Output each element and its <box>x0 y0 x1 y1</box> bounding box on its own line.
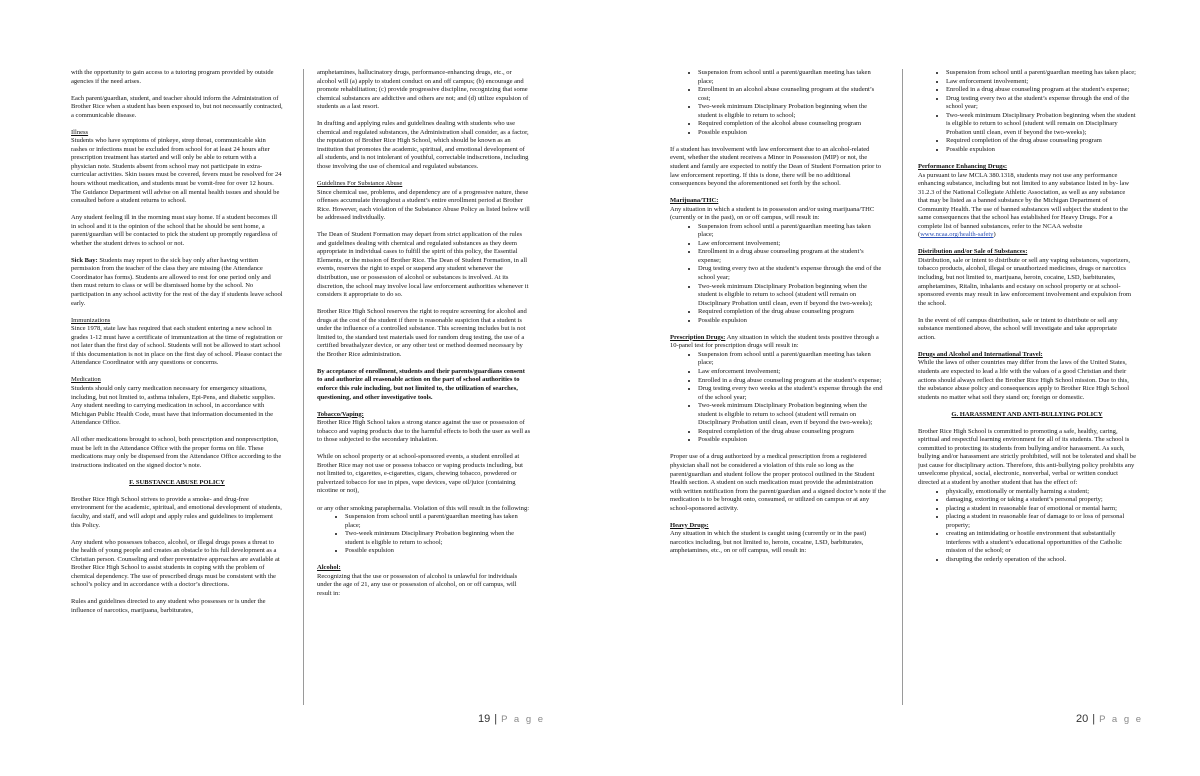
tobacco-consequences-list <box>317 513 531 556</box>
harassment-text: Brother Rice High School is committed to promoting a safe, healthy, caring, spiritual and respectful learning environment for all of its students. The school is committed to protecting its students from bullying and/or harassment. As such, bullying and/or harassment are strictly prohibited, will not be tolerated and shall be just cause for disciplinary action. Therefore, this anti-bullying policy prohibits any unwelcome physical, social, electronic, nonverbal, verbal or written conduct directed at a student by another student that has the effect of: <box>918 427 1136 486</box>
paragraph: In the event of off campus distribution, sale or intent to distribute or sell any substance mentioned above, the school will investigate and take appropriate action. <box>918 316 1118 341</box>
list-item: • damaging, extorting or taking a student’s personal property; <box>946 496 1136 505</box>
heavy-drugs-consequences-list <box>918 69 1136 154</box>
page19-column-left <box>71 69 283 709</box>
paragraph: Brother Rice High School strives to provide a smoke- and drug-free environment for the academic, spiritual, and emotional development of students, faculty, and staff, and will adopt and apply rules and guidelines to implement this Policy. <box>71 495 282 529</box>
list-item: • Enrollment in an alcohol abuse counseling program at the student’s cost; <box>698 86 886 103</box>
paragraph: Brother Rice High School reserves the right to require screening for alcohol and drugs at the cost of the student if there is reasonable suspicion that a student is under the influence of a controlled substance. This screening includes but is not limited to, the standard test materials used for random drug testing, the use of a certified breathalyzer device, or any other test or method deemed necessary by the Brother Rice administration. <box>317 308 527 358</box>
paragraph: While on school property or at school-sponsored events, a student enrolled at Brother Rice may not use or possess tobacco or vaping products including, but not limited to, cigarettes, e-cigarettes, cigars, chewing tobacco, powdered or pulverized tobacco for use in pipes, vape devices, vape oil/juice (containing nicotine or not), <box>317 453 524 495</box>
guidelines-heading: Guidelines For Substance Abuse <box>317 180 403 188</box>
performance-enhancing-text <box>918 172 1136 240</box>
list-item: • Possible expulsion <box>698 317 886 326</box>
alcohol-heading: Alcohol: <box>317 564 341 572</box>
page-number-divider: | <box>494 713 498 725</box>
list-item: • physically, emotionally or mentally harming a student; <box>946 488 1136 497</box>
page-number-20 <box>1076 713 1143 725</box>
list-item: • Law enforcement involvement; <box>698 240 886 249</box>
medication-heading: Medication <box>71 376 101 384</box>
marijuana-heading: Marijuana/THC: <box>670 197 719 205</box>
performance-enhancing-heading: Performance Enhancing Drugs: <box>918 162 1008 170</box>
list-item: • placing a student in reasonable fear of emotional or mental harm; <box>946 505 1136 514</box>
prescription-text: Any situation in which the student tests positive through a 10-panel test for prescription drugs will result in: <box>670 333 879 350</box>
column-divider <box>303 69 304 705</box>
list-item: • Required completion of the drug abuse counseling program <box>946 137 1136 146</box>
list-item: • Required completion of the alcohol abuse counseling program <box>698 120 886 129</box>
section-heading-harassment: G. HARASSMENT AND ANTI-BULLYING POLICY <box>951 410 1103 418</box>
prescription-heading: Prescription Drugs: <box>670 333 726 341</box>
list-item: • Two-week minimum Disciplinary Probation beginning when the student is eligible to return to school (student will remain on Disciplinary Probation until clean, even if beyond the two-weeks); <box>698 283 886 309</box>
paragraph: amphetamines, hallucinatory drugs, performance-enhancing drugs, etc., or alcohol will (a) apply to student conduct on and off campus; (b) encourage and promote rehabilitation; (c) provide progressive discipline, recognizing that some chemical substances are addictive and others are not; and (d) utilize expulsion of students as a last resort. <box>317 69 529 111</box>
list-item: • Enrolled in a drug abuse counseling program at the student’s expense; <box>946 86 1136 95</box>
list-item: • Possible expulsion <box>345 547 531 556</box>
paragraph: Any student feeling ill in the morning must stay home. If a student becomes ill in school and it is the opinion of the school that he should be sent home, a parent/guardian will be contacted to pick the student up promptly regardless of whether the student drives to school or not. <box>71 214 278 247</box>
prescription-paragraph <box>670 334 886 351</box>
immunizations-heading: Immunizations <box>71 316 111 324</box>
list-item: • Possible expulsion <box>698 129 886 138</box>
list-item: • Possible expulsion <box>946 146 1136 155</box>
international-travel-heading: Drugs and Alcohol and International Travel: <box>918 350 1043 358</box>
illness-text: Students who have symptoms of pinkeye, strep throat, communicable skin rashes or infections must be excluded from school for at least 24 hours after prescription treatment has started and will only be able to return with a physician note. Students absent from school may not participate in extra-curricular activities. Skin issues must be covered, fevers must be resolved for 24 hours without medication, and students must be vomit-free for over 12 hours. The Guidance Department will advise on all mental health issues and should be consulted before a student returns to school. <box>71 137 282 205</box>
paragraph: Proper use of a drug authorized by a medical prescription from a registered physician shall not be considered a violation of this rule so long as the parent/guardian and student follow the proper protocol outlined in the Student Health section. A student on such medication must provide the administration with written notification from the parent/guardian and a signed doctor’s note if the medication is to be brought onto, consumed, or utilized on campus or at any school-sponsored activity. <box>670 453 886 512</box>
list-item: • Enrollment in a drug abuse counseling program at the student’s expense; <box>698 248 886 265</box>
list-item: • Required completion of the drug abuse counseling program <box>698 308 886 317</box>
page-label: P a g e <box>1099 714 1144 725</box>
page20-column-left <box>670 69 886 709</box>
paragraph: with the opportunity to gain access to a tutoring program provided by outside agencies if the need arises. <box>71 69 274 85</box>
paragraph: The Dean of Student Formation may depart from strict application of the rules and guidelines dealing with chemical and regulated substances as they deem appropriate in individual cases to fulfill the spirit of this policy, the Essential Elements, or the mission of Brother Rice. The Dean of Student Formation, in all events, reserves the right to expel or suspend any student whenever the distribution, use or possession of alcohol or substances is involved. At its discretion, the school may involve local law enforcement authorities whenever it considers it appropriate to do so. <box>317 231 529 299</box>
tobacco-heading: Tobacco/Vaping: <box>317 410 364 418</box>
consent-paragraph: By acceptance of enrollment, students and their parents/guardians consent to and authorize all reasonable action on the part of school authorities to enforce this rule including, but not limited to, the utilization of searches, questioning, and other investigative tools. <box>317 367 525 401</box>
performance-enhancing-body: As pursuant to law MCLA 380.1318, students may not use any performance enhancing substance, including but not limited to any substance listed in by- law 31.2.3 of the National Collegiate Athletic Association, as well as any substance that may be listed as a banned substance by the Michigan Department of Community Health. The use of banned substances will subject the student to the same consequences that the school has established for Heavy Drugs. For a complete list of banned substances, refer to the NCAA website ( <box>918 171 1130 239</box>
immunizations-text: Since 1978, state law has required that each student entering a new school in grades 1-12 must have a certificate of immunization at the time of registration or not later than the first day of school. Students will not be allowed to start school if this documentation is not in place on the first day of school. Please contact the Attendance Coordinator with any questions or concerns. <box>71 325 283 367</box>
list-item: • Enrolled in a drug abuse counseling program at the student’s expense; <box>698 377 886 386</box>
marijuana-consequences-list <box>670 223 886 326</box>
prescription-consequences-list <box>670 351 886 445</box>
list-item: • Two-week minimum Disciplinary Probation beginning when the student is eligible to return to school; <box>698 103 886 120</box>
list-item: • Drug testing every two at the student’s expense through the end of the school year; <box>946 95 1136 112</box>
paragraph: Any student who possesses tobacco, alcohol, or illegal drugs poses a threat to the health of young people and creates an obstacle to his full development as a Christian person. Counseling and other preventative approaches are available at Brother Rice High School to assist students in coping with the problem of chemical dependency. The use of prescribed drugs must be consistent with the school’s policy and in accordance with a doctor’s directions. <box>71 538 280 589</box>
sick-bay-paragraph <box>71 257 283 308</box>
paragraph: or any other smoking paraphernalia. Violation of this will result in the following: <box>317 504 530 512</box>
list-item: • placing a student in reasonable fear of damage to or loss of personal property; <box>946 513 1136 530</box>
list-item: • Required completion of the drug abuse counseling program <box>698 428 886 437</box>
distribution-text: Distribution, sale or intent to distribute or sell any vaping substances, vaporizers, tobacco products, alcohol, illegal or unauthorized medicines, drugs or narcotics including, but not limited to, marijuana, heroin, cocaine, LSD, barbiturates, amphetamines, Ritalin, inhalants and ecstasy on school property or at school-sponsored events may result in law enforcement involvement and expulsion from the school. <box>918 256 1132 307</box>
illness-heading: Illness <box>71 128 89 136</box>
international-travel-text: While the laws of other countries may differ from the laws of the United States, students are expected to lead a life with the values of a good Christian and their actions should always reflect the Brother Rice High School mission. Due to this, the substance abuse policy and consequences apply to Brother Rice High School students no matter what soil they stand on; foreign or domestic. <box>918 359 1130 401</box>
list-item: • Suspension from school until a parent/guardian meeting has taken place; <box>698 351 886 368</box>
page19-column-right <box>317 69 531 709</box>
list-item: • Two-week minimum Disciplinary Probation beginning when the student is eligible to return to school (student will remain on Disciplinary Probation until clean, even if beyond the two-weeks); <box>698 402 886 428</box>
list-item: • Drug testing every two weeks at the student’s expense through the end of the school year; <box>698 385 886 402</box>
marijuana-text: Any situation in which a student is in possession and/or using marijuana/THC (currently or in the past), on or off campus, will result in: <box>670 205 875 222</box>
alcohol-text: Recognizing that the use or possession of alcohol is unlawful for individuals under the age of 21, any use or possession of alcohol, on or off campus, will result in: <box>317 572 518 597</box>
paragraph: Each parent/guardian, student, and teacher should inform the Administration of Brother Rice when a student has been exposed to, but not necessarily contracted, a communicable disease. <box>71 94 283 119</box>
heavy-drugs-heading: Heavy Drugs: <box>670 521 709 529</box>
distribution-heading: Distribution and/or Sale of Substances: <box>918 248 1028 256</box>
list-item: • Two-week minimum Disciplinary Probation beginning when the student is eligible to return to school; <box>345 530 531 547</box>
page-number: 20 <box>1076 713 1089 725</box>
list-item: • Law enforcement involvement; <box>698 368 886 377</box>
list-item: • Suspension from school until a parent/guardian meeting has taken place; <box>698 69 886 86</box>
list-item: • Suspension from school until a parent/guardian meeting has taken place; <box>345 513 531 530</box>
page-number: 19 <box>478 713 491 725</box>
paragraph: If a student has involvement with law enforcement due to an alcohol-related event, whether the student receives a Minor in Possession (MIP) or not, the student and family are expected to notify the Dean of Student Formation prior to law enforcement reporting. If this is done, there will be no additional consequences beyond the aforementioned set forth by the school. <box>670 145 882 188</box>
list-item: • Two-week minimum Disciplinary Probation beginning when the student is eligible to return to school (student will remain on Disciplinary Probation until clean, even if beyond the two-weeks); <box>946 112 1136 138</box>
page20-column-right <box>918 69 1136 709</box>
section-heading-substance-abuse: F. SUBSTANCE ABUSE POLICY <box>129 478 225 486</box>
paragraph: In drafting and applying rules and guidelines dealing with students who use chemical and regulated substances, the Administration shall consider, as a factor, the reputation of Brother Rice High School, which should be known as an institution that promotes the academic, spiritual, and emotional development of all students, and is not intolerant of youthful, correctable indiscretions, including those involving the use of chemical and regulated substances. <box>317 120 529 170</box>
paragraph: All other medications brought to school, both prescription and nonprescription, must be left in the Attendance Office with the proper forms on file. These medications may only be dispensed from the Attendance Office according to the instructions indicated on the signed doctor’s note. <box>71 436 282 469</box>
list-item: • Suspension from school until a parent/guardian meeting has taken place; <box>946 69 1136 78</box>
page-number-divider: | <box>1092 713 1096 725</box>
list-item: • Law enforcement involvement; <box>946 78 1136 87</box>
list-item: • Drug testing every two at the student’s expense through the end of the school year; <box>698 265 886 282</box>
list-item: • Possible expulsion <box>698 436 886 445</box>
list-item: • disrupting the orderly operation of the school. <box>946 556 1136 565</box>
medication-text: Students should only carry medication necessary for emergency situations, including, but not limited to, asthma inhalers, Epi-Pens, and diabetic supplies. Any student needing to carrying medication in school, in accordance with Michigan Public Health Code, must have that information documented in the Attendance Office. <box>71 384 276 427</box>
closing-paren: ) <box>993 231 996 239</box>
tobacco-text: Brother Rice High School takes a strong stance against the use or possession of tobacco and vaping products due to the harmful effects to both the user as well as to those subjected to the secondary inhalation. <box>317 419 531 444</box>
page-label: P a g e <box>501 714 546 725</box>
guidelines-text: Since chemical use, problems, and dependency are of a progressive nature, these offenses accumulate throughout a student’s entire enrollment period at Brother Rice. However, each violation of the Substance Abuse Policy as listed below will be addressed individually. <box>317 188 530 222</box>
paragraph: Rules and guidelines directed to any student who possesses or is under the influence of narcotics, marijuana, barbiturates, <box>71 598 266 614</box>
column-divider <box>902 69 903 705</box>
alcohol-consequences-list <box>670 69 886 137</box>
list-item: • Suspension from school until a parent/guardian meeting has taken place; <box>698 223 886 240</box>
sick-bay-heading: Sick Bay: <box>71 256 98 264</box>
ncaa-link[interactable]: www.ncaa.org/health-safety <box>920 231 994 239</box>
sick-bay-text: Students may report to the sick bay only after having written permission from the teacher of the class they are missing (the Attendance Coordinator has forms). Students are allowed to rest for one period only and then must return to class or will be dismissed home by the school. No participation in any school activity for the rest of the day if students leave school early. <box>71 256 283 307</box>
harassment-effects-list <box>918 488 1136 565</box>
list-item: • creating an intimidating or hostile environment that substantially interferes with a student’s educational opportunities of the Catholic mission of the school; or <box>946 530 1136 556</box>
heavy-drugs-text: Any situation in which the student is caught using (currently or in the past) narcotics including, but not limited to, heroin, cocaine, LSD, barbiturates, amphetamines, etc., on or off campus, will result in: <box>670 530 867 555</box>
page-number-19 <box>478 713 545 725</box>
